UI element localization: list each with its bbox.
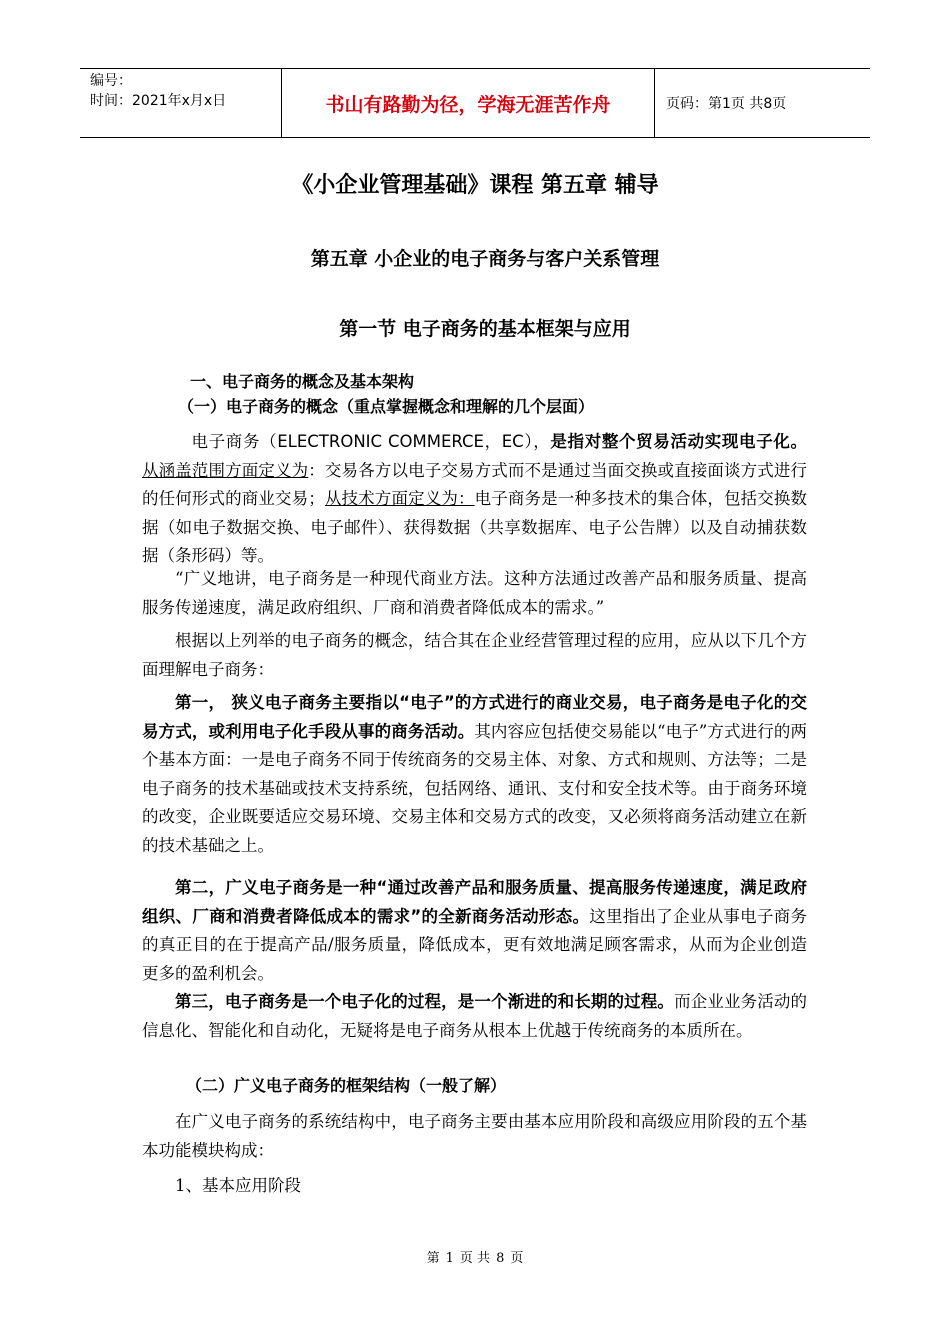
footer-total-pages: 8	[496, 1251, 505, 1266]
document-number-label: 编号：	[90, 73, 132, 89]
header-motto: 书山有路勤为径，学海无涯苦作舟	[325, 93, 611, 116]
point-three-bold: 第三，电子商务是一个电子化的过程，是一个渐进的和长期的过程。	[175, 992, 675, 1011]
definition-scope-text: ：交易各方以电子交易方式而不是通过当面交换或直接面谈方式进行的任何形式的商业交易；	[142, 460, 808, 508]
point-two-bold: 第二，广义电子商务是一种“通过改善产品和服务质量、提高服务传递速度，满足政府组织、厂商和消费者降低成本的需求”的全新商务活动形态。	[142, 878, 807, 926]
page-footer	[0, 1247, 950, 1266]
heading-framework: （二）广义电子商务的框架结构（一般了解）	[186, 1076, 507, 1095]
point-one-bold: 第一， 狭义电子商务主要指以“电子”的方式进行的商业交易，电子商务是电子化的交易方式，或利用电子化手段从事的商务活动。	[142, 693, 807, 741]
footer-mid: 页 共	[459, 1251, 491, 1266]
paragraph-definition	[142, 428, 807, 571]
document-time-label: 时间：2021年x月x日	[90, 93, 227, 109]
definition-term: 电子商务（ELECTRONIC COMMERCE，EC），	[191, 432, 551, 451]
point-two-text: 这里指出了企业从事电子商务的真正目的在于提高产品/服务质量，降低成本，更有效地满足顾客需求，从而为企业创造更多的盈利机会。	[142, 906, 807, 983]
paragraph-broad-definition: “广义地讲，电子商务是一种现代商业方法。这种方法通过改善产品和服务质量、提高服务传递速度，满足政府组织、厂商和消费者降低成本的需求。”	[142, 569, 807, 617]
definition-bold: 是指对整个贸易活动实现电子化。	[550, 432, 807, 451]
document-title: 《小企业管理基础》课程 第五章 辅导	[291, 173, 659, 198]
paragraph-understanding-intro: 根据以上列举的电子商务的概念，结合其在企业经营管理过程的应用，应从以下几个方面理解电子商务：	[142, 631, 807, 679]
paragraph-point-one	[142, 689, 807, 860]
header-divider	[654, 69, 655, 137]
chapter-title: 第五章 小企业的电子商务与客户关系管理	[310, 248, 660, 270]
heading-concept-architecture: 一、电子商务的概念及基本架构	[190, 372, 415, 391]
definition-scope-label: 从涵盖范围方面定义为	[142, 460, 309, 480]
paragraph-framework-intro: 在广义电子商务的系统结构中，电子商务主要由基本应用阶段和高级应用阶段的五个基本功能模块构成：	[142, 1112, 807, 1160]
definition-tech-label: 从技术方面定义为：	[324, 489, 475, 508]
footer-pre: 第	[426, 1251, 440, 1266]
paragraph-basic-stage: 1、基本应用阶段	[175, 1176, 301, 1195]
header-meta	[90, 71, 226, 111]
page-header	[80, 68, 870, 138]
footer-post: 页	[510, 1251, 524, 1266]
header-page-number: 页码：第1页 共8页	[666, 96, 787, 112]
heading-ec-concept: （一）电子商务的概念（重点掌握概念和理解的几个层面）	[178, 397, 595, 416]
section-title: 第一节 电子商务的基本框架与应用	[339, 318, 631, 340]
paragraph-point-two	[142, 874, 807, 988]
point-one-text: 其内容应包括使交易能以“电子”方式进行的两个基本方面：一是电子商务不同于传统商务的交易主体、对象、方式和规则、方法等；二是电子商务的技术基础或技术支持系统，包括网络、通讯、支付和安全技术等。由于商务环境的改变，企业既要适应交易环境、交易主体和交易方式的改变，又必须将商务活动建立在新的技术基础之上。	[142, 721, 807, 855]
paragraph-point-three	[142, 988, 807, 1045]
footer-page-number: 1	[445, 1251, 454, 1266]
point-three-text: 而企业业务活动的信息化、智能化和自动化，无疑将是电子商务从根本上优越于传统商务的本质所在。	[142, 992, 808, 1040]
definition-tech-text: 电子商务是一种多技术的集合体，包括交换数据（如电子数据交换、电子邮件）、获得数据（共享数据库、电子公告牌）以及自动捕获数据（条形码）等。	[142, 489, 808, 565]
